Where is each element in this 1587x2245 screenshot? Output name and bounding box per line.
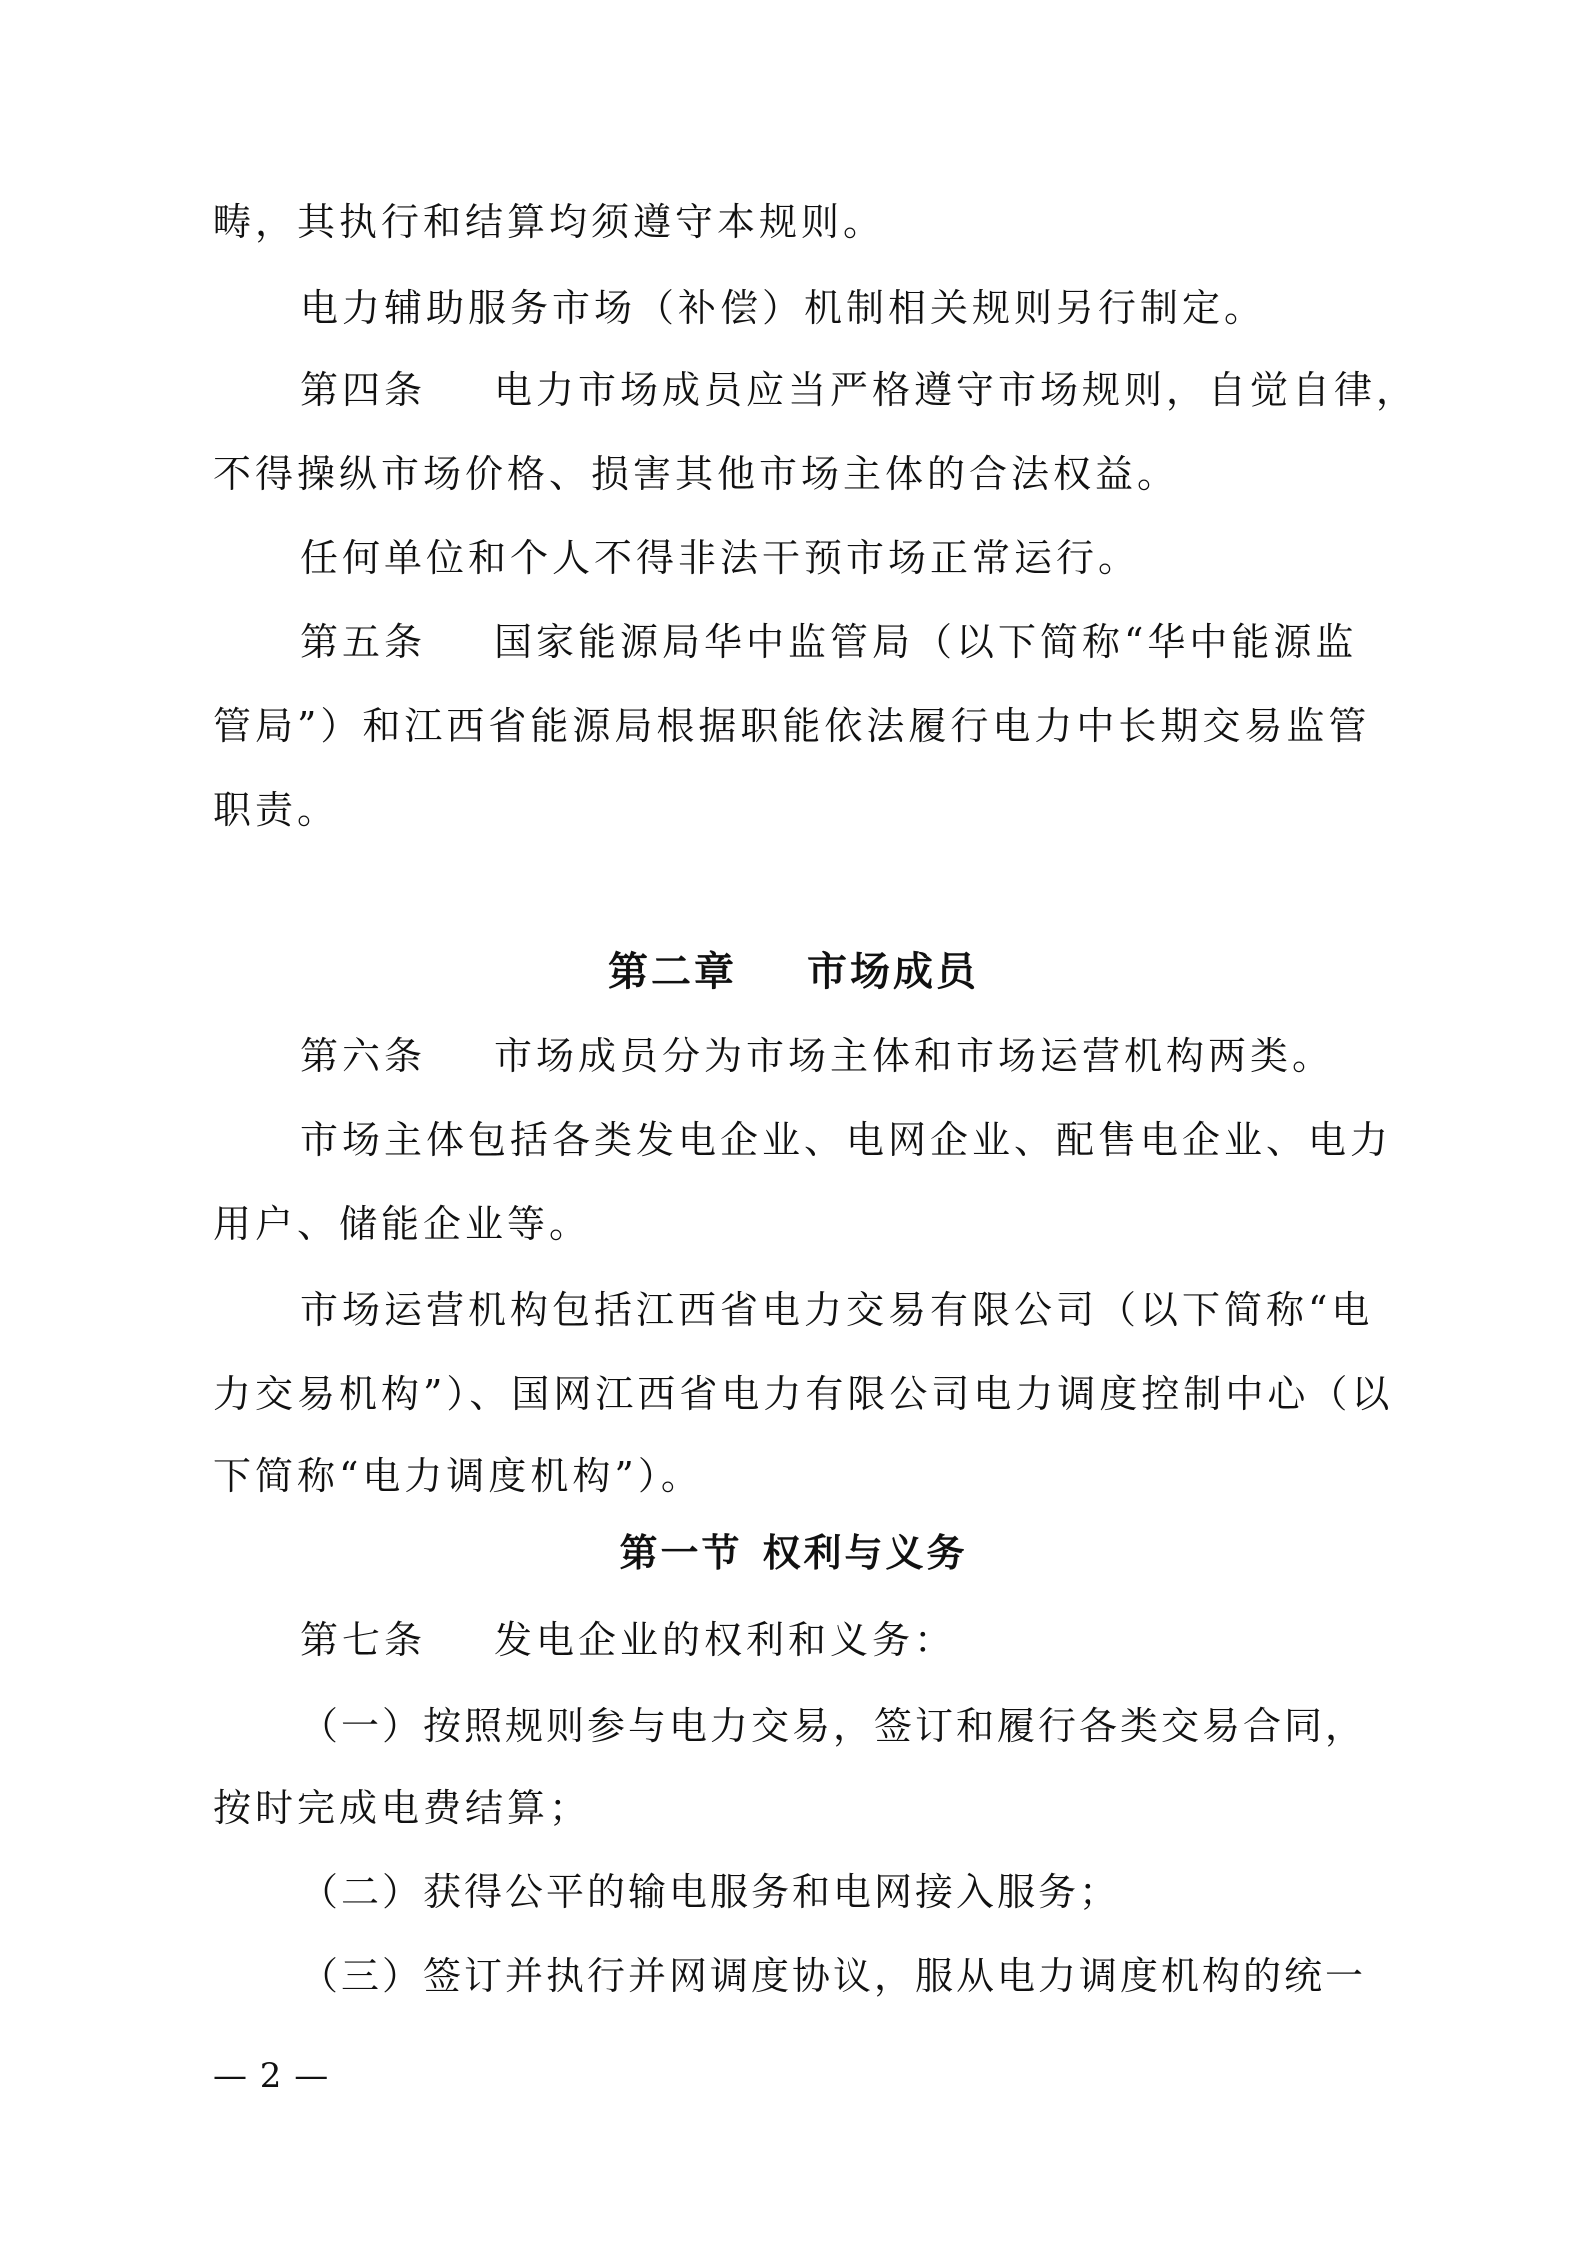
chapter-label: 第二章 — [608, 949, 737, 995]
article-4-first-line — [300, 364, 1419, 416]
article-7-text: 发电企业的权利和义务： — [494, 1618, 957, 1662]
text-line-13: 力交易机构”）、国网江西省电力有限公司电力调度控制中心（以 — [213, 1372, 1394, 1416]
list-item-2: （二）获得公平的输电服务和电网接入服务； — [300, 1870, 1121, 1914]
text-line-12: 市场运营机构包括江西省电力交易有限公司（以下简称“电 — [300, 1288, 1374, 1332]
section-heading — [0, 1527, 1587, 1579]
article-5-label: 第五条 — [300, 620, 427, 664]
chapter-title: 市场成员 — [807, 949, 979, 995]
article-4-text: 电力市场成员应当严格遵守市场规则，自觉自律， — [494, 368, 1419, 412]
text-line-5: 任何单位和个人不得非法干预市场正常运行。 — [300, 536, 1141, 580]
article-4-label: 第四条 — [300, 368, 427, 412]
article-5-text: 国家能源局华中监管局（以下简称“华中能源监 — [494, 620, 1358, 664]
section-label: 第一节 — [619, 1531, 743, 1575]
text-line-11: 用户、储能企业等。 — [213, 1202, 592, 1246]
text-line-4: 不得操纵市场价格、损害其他市场主体的合法权益。 — [213, 452, 1180, 496]
text-line-17: 按时完成电费结算； — [213, 1786, 592, 1830]
text-line-7: 管局”）和江西省能源局根据职能依法履行电力中长期交易监管 — [213, 704, 1371, 748]
article-6-line — [300, 1030, 1403, 1082]
chapter-heading — [0, 945, 1587, 999]
article-5-first-line — [300, 616, 1403, 668]
text-line-2: 电力辅助服务市场（补偿）机制相关规则另行制定。 — [300, 286, 1267, 330]
article-7-line — [300, 1614, 1403, 1666]
list-item-1: （一）按照规则参与电力交易，签订和履行各类交易合同， — [300, 1704, 1367, 1748]
article-6-label: 第六条 — [300, 1034, 427, 1078]
text-line-14: 下简称“电力调度机构”）。 — [213, 1454, 703, 1498]
page-number: — 2 — — [213, 2056, 330, 2096]
article-7-label: 第七条 — [300, 1618, 427, 1662]
text-line-8: 职责。 — [213, 788, 340, 832]
article-6-text: 市场成员分为市场主体和市场运营机构两类。 — [494, 1034, 1335, 1078]
text-line-10: 市场主体包括各类发电企业、电网企业、配售电企业、电力 — [300, 1118, 1393, 1162]
section-title: 权利与义务 — [762, 1531, 968, 1575]
list-item-3: （三）签订并执行并网调度协议，服从电力调度机构的统一 — [300, 1954, 1367, 1998]
text-line-1: 畴，其执行和结算均须遵守本规则。 — [213, 200, 886, 244]
